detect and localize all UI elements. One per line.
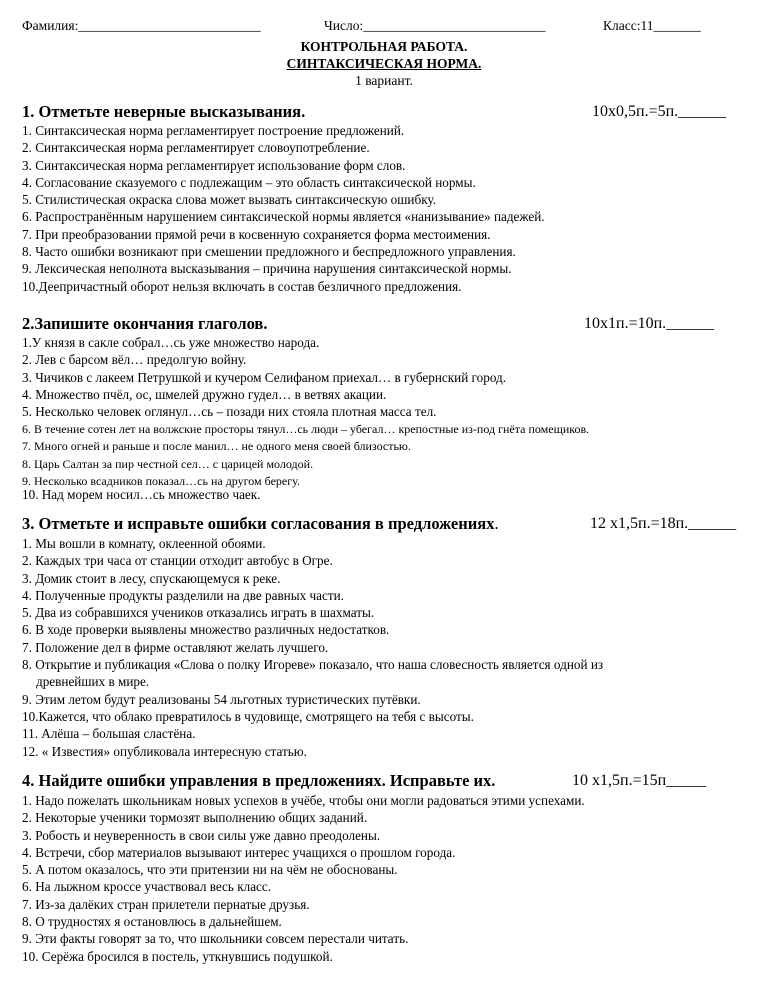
list-item: 10. Над морем носил…сь множество чаек. [22, 487, 261, 502]
section-1-score: 10х0,5п.=5п.______ [592, 103, 727, 120]
list-item: 3. Синтаксическая норма регламентирует использование форм слов. [22, 157, 406, 173]
section-2-title: 2.Запишите окончания глаголов. [22, 314, 268, 333]
list-item: 4. Полученные продукты разделили на две равных части. [22, 587, 344, 603]
section-4-list [22, 792, 750, 965]
list-item: 3. Домик стоит в лесу, спускающемуся к реке. [22, 570, 281, 586]
grade-field: Класс:11_______ [603, 18, 701, 33]
list-item: 7. Положение дел в фирме оставляют желать лучшего. [22, 639, 329, 655]
list-item: 7. Много огней и раньше и после манил… не одного меня своей близостью. [22, 439, 411, 454]
list-item: 1. Синтаксическая норма регламентирует построение предложений. [22, 123, 405, 138]
list-item: 10.Деепричастный оборот нельзя включать в состав безличного предложения. [22, 278, 462, 294]
list-item: 9. Несколько всадников показал…сь на другом берегу. [22, 473, 300, 488]
section-1-list [22, 122, 750, 295]
list-item: 12. « Известия» опубликовала интересную статью. [22, 743, 307, 759]
list-item: 4. Встречи, сбор материалов вызывают интерес учащихся о прошлом города. [22, 844, 456, 860]
list-item: 6. Распространённым нарушением синтаксической нормы является «нанизывание» падежей. [22, 209, 545, 225]
section-2-heading [22, 314, 746, 336]
section-3-title: 3. Отметьте и исправьте ошибки согласования в предложениях [22, 514, 495, 533]
list-item: 3. Робость и неуверенность в свои силы уже давно преодолены. [22, 827, 381, 843]
list-item: 10. Серёжа бросился в постель, уткнувшись подушкой. [22, 948, 333, 964]
list-item: 8. Открытие и публикация «Слова о полку Игореве» показало, что наша словесность является одной из [22, 657, 604, 673]
list-item: 8. Царь Салтан за пир честной сел… с царицей молодой. [22, 456, 314, 471]
list-item: 2. Некоторые ученики тормозят выполнению общих заданий. [22, 810, 368, 826]
section-1-title: 1. Отметьте неверные высказывания. [22, 102, 306, 121]
list-item: 9. Эти факты говорят за то, что школьники совсем перестали читать. [22, 931, 409, 947]
variant-label: 1 вариант. [355, 73, 413, 88]
list-item: 3. Чичиков с лакеем Петрушкой и кучером Селифаном приехал… в губернский город. [22, 369, 507, 385]
page-title: КОНТРОЛЬНАЯ РАБОТА. [300, 39, 468, 54]
list-item: 8. О трудностях я остановлюсь в дальнейшем. [22, 914, 282, 930]
list-item: 6. На лыжном кроссе участвовал весь класс. [22, 879, 272, 895]
section-2-list-end [22, 486, 750, 503]
list-item: 9. Этим летом будут реализованы 54 льготных туристических путёвки. [22, 691, 421, 707]
header-fields [22, 18, 730, 36]
section-1-heading [22, 102, 746, 124]
section-3-score: 12 х1,5п.=18п.______ [590, 515, 737, 532]
surname-field: Фамилия:___________________________ [22, 18, 261, 33]
section-4-score: 10 х1,5п.=15п_____ [572, 772, 707, 789]
section-4-heading [22, 771, 746, 793]
list-item: 7. При преобразовании прямой речи в косвенную сохраняется форма местоимения. [22, 226, 491, 242]
list-item: 10.Кажется, что облако превратилось в чудовище, смотрящего на тебя с высоты. [22, 708, 474, 724]
list-item-continuation: древнейших в мире. [36, 674, 150, 690]
section-3-title-tail: . [494, 514, 499, 533]
section-4-title: 4. Найдите ошибки управления в предложениях. Исправьте их. [22, 771, 496, 790]
list-item: 2. Каждых три часа от станции отходит автобус в Огре. [22, 553, 333, 569]
list-item: 5. А потом оказалось, что эти притензии ни на чём не обоснованы. [22, 862, 398, 878]
section-2-list-small [22, 421, 750, 490]
list-item: 5. Два из собравшихся учеников отказались играть в шахматы. [22, 605, 375, 621]
list-item: 1.У князя в сакле собрал…сь уже множество народа. [22, 335, 320, 350]
list-item: 1. Надо пожелать школьникам новых успехов в учёбе, чтобы они могли радоваться этими успехами. [22, 793, 585, 808]
list-item: 5. Несколько человек оглянул…сь – позади них стояла плотная масса тел. [22, 404, 437, 420]
page-subtitle: СИНТАКСИЧЕСКАЯ НОРМА. [286, 56, 482, 71]
date-field: Число:___________________________ [324, 18, 546, 33]
section-3-heading [22, 514, 746, 536]
list-item: 4. Множество пчёл, ос, шмелей дружно гудел… в ветвях акации. [22, 386, 387, 402]
list-item: 1. Мы вошли в комнату, оклеенной обоями. [22, 536, 266, 551]
list-item: 9. Лексическая неполнота высказывания – причина нарушения синтаксической нормы. [22, 261, 512, 277]
section-3-list [22, 535, 750, 760]
list-item: 7. Из-за далёких стран прилетели пернатые друзья. [22, 896, 310, 912]
list-item: 6. В течение сотен лет на волжские просторы тянул…сь люди – убегал… крепостные из-под гнёта помещиков. [22, 422, 590, 436]
list-item: 2. Синтаксическая норма регламентирует словоупотребление. [22, 140, 370, 156]
list-item: 6. В ходе проверки выявлены множество различных недостатков. [22, 622, 390, 638]
list-item: 5. Стилистическая окраска слова может вызвать синтаксическую ошибку. [22, 192, 436, 208]
list-item: 4. Согласование сказуемого с подлежащим – это область синтаксической нормы. [22, 174, 476, 190]
section-2-list [22, 334, 750, 420]
section-2-score: 10х1п.=10п.______ [584, 315, 715, 332]
list-item: 8. Часто ошибки возникают при смешении предложного и беспредложного управления. [22, 244, 516, 260]
list-item: 2. Лев с барсом вёл… предолгую войну. [22, 352, 247, 368]
list-item: 11. Алёша – большая сластёна. [22, 726, 196, 742]
